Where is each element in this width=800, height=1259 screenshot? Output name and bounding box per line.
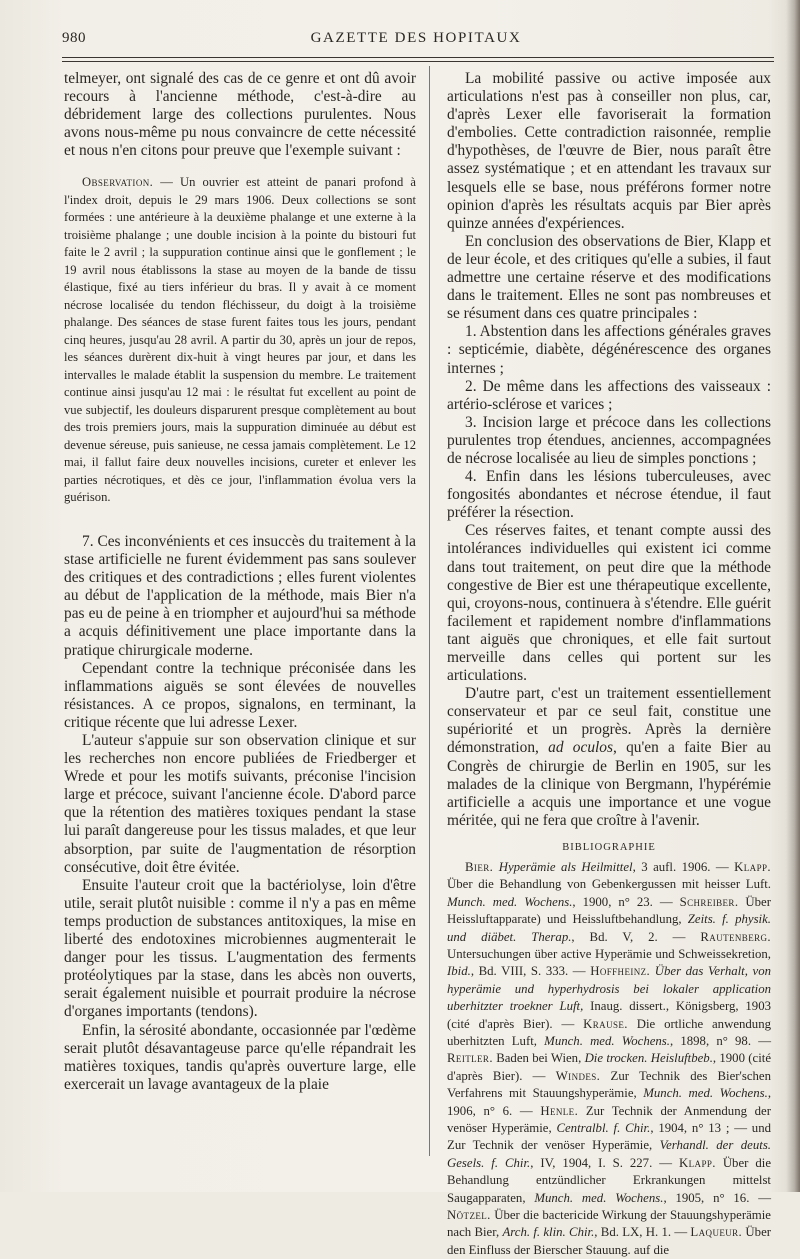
bibliography <box>447 859 771 1259</box>
biblio-author: Klapp. <box>679 1155 716 1170</box>
biblio-text: Untersuchungen über active Hyperämie und Schweissekretion, <box>447 946 771 961</box>
biblio-source: Munch. med. Wochens. <box>534 1190 664 1205</box>
biblio-source: Munch. med. Wochens. <box>544 1034 670 1048</box>
biblio-text: Über die Behandlung von Gebenkergussen mit heisser Luft. <box>447 877 771 892</box>
list-item: 3. Incision large et précoce dans les collections purulentes trop étendues, anciennes, accompagnées de nécrose localisée au lieu de simples ponctions ; <box>447 413 771 467</box>
biblio-text: Baden bei Wien, <box>492 1051 585 1066</box>
paragraph: telmeyer, ont signalé des cas de ce genre et ont dû avoir recours à l'ancienne méthode, c'est-à-dire au débridement large des collections purulentes. Nous avons nous-même pu nous convaincre de cette nécessité et nous n'en citons pour preuve que l'exemple suivant : <box>64 70 416 160</box>
biblio-text: Über den Einfluss der Bierscher Stauung. auf die <box>447 1225 772 1257</box>
biblio-author: Hoffheinz. <box>590 964 651 979</box>
biblio-source: Hyperämie als Heilmittel <box>498 859 633 874</box>
biblio-text: Über die bactericide Wirkung der Stauungshyperämie nach Bier, <box>447 1208 771 1240</box>
biblio-text: , 1906, n° 6. — <box>447 1086 772 1118</box>
biblio-source: Munch. med. Wochens. <box>643 1086 768 1101</box>
biblio-text: , 3 aufl. 1906. — <box>632 859 735 874</box>
biblio-text: Zur Technik der Anmendung der venöser Hyperämie, <box>447 1103 771 1136</box>
biblio-text: , 1898, n° 98. — <box>669 1034 771 1048</box>
observation-paragraph <box>64 174 416 507</box>
biblio-author: Nötzel. <box>447 1208 491 1223</box>
journal-title: GAZETTE DES HOPITAUX <box>310 30 522 46</box>
biblio-text: , 1900 (cité d'après Bier). — <box>447 1051 771 1083</box>
paragraph: Cependant contre la technique préconisée dans les inflammations aiguës se sont élevées de nouvelles résistances. A ce propos, signalons, en terminant, la critique récente que lui adresse Lexer. <box>64 659 416 731</box>
paragraph: La mobilité passive ou active imposée aux articulations n'est pas à conseiller non plus, car, d'après Lexer elle favoriserait la formation d'embolies. Cette contradiction raisonnée, remplie d'hypothèses, de l'œuvre de Bier, nous paraît être assez systématique ; et en attendant les travaux sur lesquels elle se base, nous préférons former notre opinion d'après les résultats acquis par Bier après quinze années d'expériences. <box>447 70 771 232</box>
biblio-source: Zeits. f. physik. und diäbet. Therap. <box>447 912 771 944</box>
biblio-author: Reitler. <box>447 1051 493 1066</box>
paragraph: Enfin, la sérosité abondante, occasionnée par l'œdème serait plutôt désavantageuse parce qu'elle répandrait les matières toxiques, tandis qu'après ouverture large, elle exercerait un lavage avantageux de la plaie <box>64 1021 416 1093</box>
biblio-text: Über Heissluftapparate) und Heissluftbehandlung, <box>447 894 771 927</box>
biblio-source: Ibid. <box>447 964 471 979</box>
biblio-author: Henle. <box>540 1103 579 1118</box>
biblio-text: Die ortliche anwendung uberhitzten Luft, <box>447 1016 771 1048</box>
list-item: 4. Enfin dans les lésions tuberculeuses, avec fongosités abondantes et nécrose étendue, il faut préférer la résection. <box>447 468 771 522</box>
biblio-text: , Bd. V, 2. — <box>571 929 701 944</box>
biblio-author: Laqueur. <box>690 1225 743 1240</box>
biblio-text: , Bd. VIII, S. 333. — <box>470 964 591 979</box>
header-rule <box>62 57 774 58</box>
biblio-text: , 1905, n° 16. — <box>663 1190 771 1205</box>
right-column <box>447 70 771 1259</box>
biblio-text: , IV, 1904, I. S. 227. — <box>530 1155 679 1170</box>
paragraph-text: D'autre part, c'est un traitement essentiellement conservateur et par ce seul fait, constitue une supériorité et un progrès. Après la dernière démonstration, <box>447 685 771 757</box>
biblio-author: Klapp. <box>734 859 771 874</box>
paragraph: En conclusion des observations de Bier, Klapp et de leur école, et des critiques qu'elle a subies, il faut admettre une certaine réserve et des modifications dans le traitement. Elles ne sont pas nombreuses et se résument dans ces quatre principales : <box>447 232 771 323</box>
biblio-source: Die trocken. Heisluftbeb. <box>584 1051 713 1066</box>
biblio-author: Windes. <box>555 1068 601 1083</box>
page-header <box>62 30 770 52</box>
biblio-source: Über das Verhalt, von hyperämie und hyperhydrosis bei lokaler application uberhitzter troekner Luft, <box>447 964 772 1014</box>
list-item: 2. De même dans les affections des vaisseaux : artério-sclérose et varices ; <box>447 377 771 413</box>
italic-phrase: ad oculos <box>548 739 613 757</box>
biblio-author: Schreiber. <box>679 894 739 909</box>
biblio-source: Munch. med. Wochens. <box>447 894 573 909</box>
column-divider <box>429 66 430 1156</box>
left-column <box>64 70 416 1094</box>
observation-label: Observation. <box>82 175 154 190</box>
paragraph: Ensuite l'auteur croit que la bactériolyse, loin d'être utile, serait plutôt nuisible : comme il n'y a pas en même temps production de substances antitoxiques, la mise en liberté des endotoxines microbiennes augmenterait le danger pour les tissus. L'augmentation des ferments protéolytiques par la stase, dans les abcès non ouverts, serait également nuisible et pourrait produire la nécrose d'organes importants (tendons). <box>64 876 416 1021</box>
biblio-source: Centralbl. f. Chir. <box>556 1121 651 1136</box>
paragraph: 7. Ces inconvénients et ces insuccès du traitement à la stase artificielle ne furent évidemment pas sans soulever des critiques et des contradictions ; elles furent violentes au début de l'application de la méthode, mais Bier n'a pas eu de peine à en triompher et aujourd'hui sa méthode a acquis définitivement une place importante dans la pratique chirurgicale moderne. <box>64 532 416 659</box>
biblio-text: Inaug. dissert., Königsberg, 1903 (cité d'après Bier). — <box>447 999 771 1031</box>
bibliography-title: BIBLIOGRAPHIE <box>562 841 656 853</box>
biblio-author: Krause. <box>583 1016 628 1031</box>
paragraph-text: , qu'en a faite Bier au Congrès de chirurgie de Berlin en 1905, sur les malades de la clinique von Bergmann, l'hypérémie artificielle a acquis une importance et une vogue méritée, qui ne fera que croître à l'avenir. <box>447 739 771 829</box>
observation-text: — Un ouvrier est atteint de panari profond à l'index droit, depuis le 29 mars 1906. Deux collections se sont formées : une antérieure à la deuxième phalange et une externe à la troisième phalange ; une double incision à la pointe du bistouri fut faite le 2 avril ; la suppuration continue ainsi que le gonflement ; le 19 avril nous établissons la stase au moyen de la bande de tissu élastique, fixé au tiers inférieur du bras. Il y avait à ce moment nécrose localisée du tendon fléchisseur, du doigt à la troisième phalange. Des séances de stase furent faites tous les jours, pendant cinq heures, jusqu'au 28 avril. A partir du 30, après un jour de repos, les séances durèrent dix-huit à vingt heures par jour, et dans les intervalles le malade établit la suspension du membre. Le traitement continue ainsi jusqu'au 12 mai : le résultat fut excellent au point de vue subjectif, les douleurs disparurent presque complètement au bout des trois premiers jours, mais la suppuration diminuée au début est devenue séreuse, puis sanieuse, ne cessa jamais complètement. Le 12 mai, il fallut faire deux nouvelles incisions, cureter et enlever les parties nécrotiques, et dès ce jour, l'inflammation évolua vers la guérison. <box>64 175 416 505</box>
biblio-source: Arch. f. klin. Chir. <box>502 1225 595 1240</box>
biblio-text: Zur Technik des Bier'schen Verfahrens mit Stauungshyperämie, <box>447 1068 771 1101</box>
list-item: 1. Abstention dans les affections générales graves : septicémie, diabète, dégénérescence des organes internes ; <box>447 323 771 377</box>
paragraph <box>447 685 771 830</box>
paragraph: Ces réserves faites, et tenant compte aussi des intolérances individuelles qui existent ici comme dans tout traitement, on peut dire que la méthode congestive de Bier est une thérapeutique excellente, qui, croyons-nous, continuera à s'étendre. Elle guérit facilement et rapidement nombre d'inflammations tant aiguës que chroniques, et elle fait surtout merveille dans celles qui portent sur les articulations. <box>447 522 771 685</box>
binding-shadow <box>786 0 800 1192</box>
biblio-text: , 1900, n° 23. — <box>572 894 680 909</box>
biblio-text: , Bd. LX, H. 1. — <box>594 1225 691 1240</box>
paragraph: L'auteur s'appuie sur son observation clinique et sur les recherches non encore publiées de Friedberger et Wrede et pour les motifs suivants, préconise l'incision large et précoce, suivant l'ancienne école. D'abord parce que la rétention des matières toxiques pendant la stase lui paraît dangereuse pour les tissus malades, et que leur absorption, par suite de l'augmentation de résorption consécutive, doit être évitée. <box>64 732 416 876</box>
biblio-text: , 1904, n° 13 ; — und Zur Technik der venöser Hyperämie, <box>447 1121 771 1153</box>
header-rule-thin <box>62 61 774 62</box>
page-number: 980 <box>62 30 86 46</box>
biblio-source: Verhandl. der deuts. Gesels. f. Chir. <box>447 1138 771 1170</box>
biblio-author: Bier. <box>465 859 494 874</box>
biblio-text: Über die Behandlung entzündlicher Erkrankungen mittelst Saugapparaten, <box>447 1155 771 1205</box>
biblio-author: Rautenberg. <box>700 929 771 944</box>
